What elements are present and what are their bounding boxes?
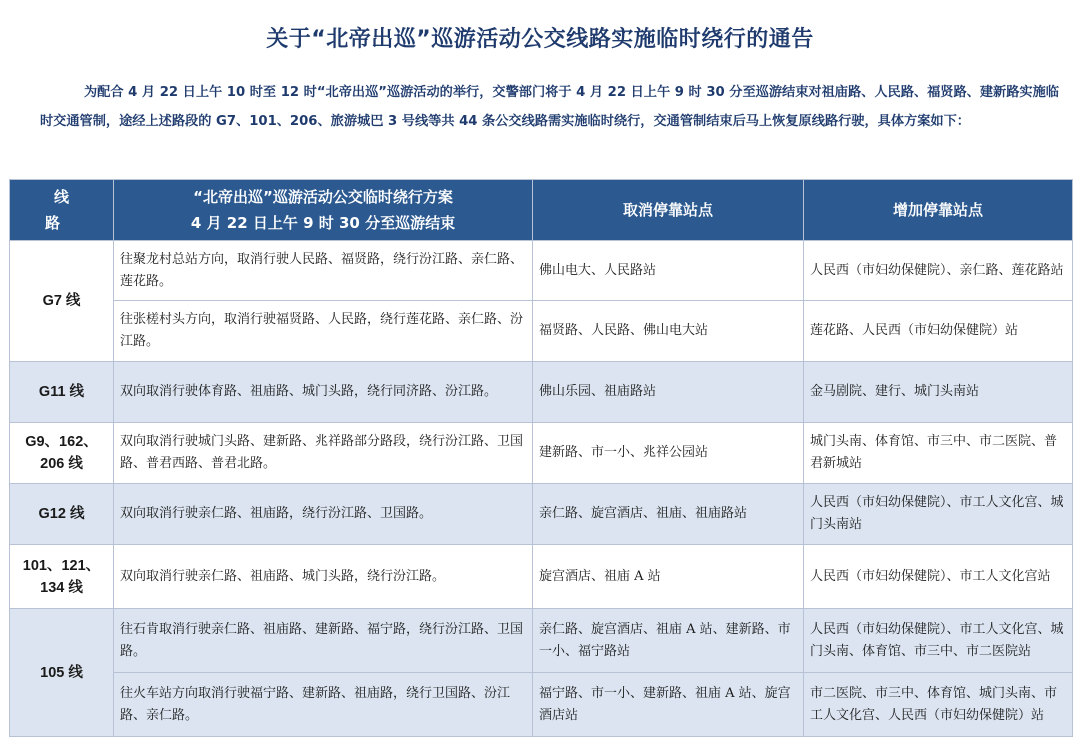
page-title: 关于“北帝出巡”巡游活动公交线路实施临时绕行的通告 [266,27,814,52]
line-cell: G9、162、206 线 [10,423,114,484]
cancel-cell: 佛山乐园、祖庙路站 [533,362,804,423]
plan-cell: 双向取消行驶亲仁路、祖庙路，绕行汾江路、卫国路。 [114,484,533,545]
table-header-row [10,180,1073,241]
plan-cell: 往火车站方向取消行驶福宁路、建新路、祖庙路，绕行卫国路、汾江路、亲仁路。 [114,673,533,737]
cancel-cell: 佛山电大、人民路站 [533,241,804,301]
add-cell: 市二医院、市三中、体育馆、城门头南、市工人文化宫、人民西（市妇幼保健院）站 [804,673,1073,737]
line-cell: G7 线 [10,241,114,362]
cancel-cell: 旋宫酒店、祖庙 A 站 [533,545,804,609]
table-row [10,241,1073,301]
table-row [10,423,1073,484]
add-cell: 人民西（市妇幼保健院）、市工人文化宫站 [804,545,1073,609]
plan-cell: 双向取消行驶亲仁路、祖庙路、城门头路，绕行汾江路。 [114,545,533,609]
plan-cell: 双向取消行驶体育路、祖庙路、城门头路，绕行同济路、汾江路。 [114,362,533,423]
plan-cell: 往石肯取消行驶亲仁路、祖庙路、建新路、福宁路，绕行汾江路、卫国路。 [114,609,533,673]
header-plan-line2: 4 月 22 日上午 9 时 30 分至巡游结束 [190,214,456,232]
line-cell: G11 线 [10,362,114,423]
header-cancel: 取消停靠站点 [533,180,804,241]
table-row [10,545,1073,609]
cancel-cell: 亲仁路、旋宫酒店、祖庙 A 站、建新路、市一小、福宁路站 [533,609,804,673]
header-plan [114,180,533,241]
add-cell: 莲花路、人民西（市妇幼保健院）站 [804,301,1073,362]
cancel-cell: 亲仁路、旋宫酒店、祖庙、祖庙路站 [533,484,804,545]
table-row [10,673,1073,737]
intro-paragraph: 为配合 4 月 22 日上午 10 时至 12 时“北帝出巡”巡游活动的举行，交警部门将于 4 月 22 日上午 9 时 30 分至巡游结束对祖庙路、人民路、福贤路、建新路实施临时交通管制，途经上述路段的 G7、101、206、旅游城巴 3 号线等共 44 条公交线路需实施临时绕行，交通管制结束后马上恢复原线路行驶，具体方案如下： [40,85,1059,129]
cancel-cell: 福贤路、人民路、佛山电大站 [533,301,804,362]
cancel-cell: 建新路、市一小、兆祥公园站 [533,423,804,484]
line-cell: 105 线 [10,609,114,737]
table-row [10,362,1073,423]
plan-cell: 往聚龙村总站方向，取消行驶人民路、福贤路，绕行汾江路、亲仁路、莲花路。 [114,241,533,301]
plan-cell: 往张槎村头方向，取消行驶福贤路、人民路，绕行莲花路、亲仁路、汾江路。 [114,301,533,362]
cancel-cell: 福宁路、市一小、建新路、祖庙 A 站、旋宫酒店站 [533,673,804,737]
add-cell: 人民西（市妇幼保健院）、市工人文化宫、城门头南、体育馆、市三中、市二医院站 [804,609,1073,673]
header-line: 线 路 [10,180,114,241]
add-cell: 人民西（市妇幼保健院）、亲仁路、莲花路站 [804,241,1073,301]
table-row [10,484,1073,545]
line-cell: 101、121、134 线 [10,545,114,609]
detour-table [9,179,1073,737]
line-cell: G12 线 [10,484,114,545]
table-row [10,609,1073,673]
header-add: 增加停靠站点 [804,180,1073,241]
add-cell: 城门头南、体育馆、市三中、市二医院、普君新城站 [804,423,1073,484]
header-plan-line1: “北帝出巡”巡游活动公交临时绕行方案 [193,188,453,206]
plan-cell: 双向取消行驶城门头路、建新路、兆祥路部分路段，绕行汾江路、卫国路、普君西路、普君北路。 [114,423,533,484]
add-cell: 人民西（市妇幼保健院）、市工人文化宫、城门头南站 [804,484,1073,545]
add-cell: 金马剧院、建行、城门头南站 [804,362,1073,423]
table-row [10,301,1073,362]
